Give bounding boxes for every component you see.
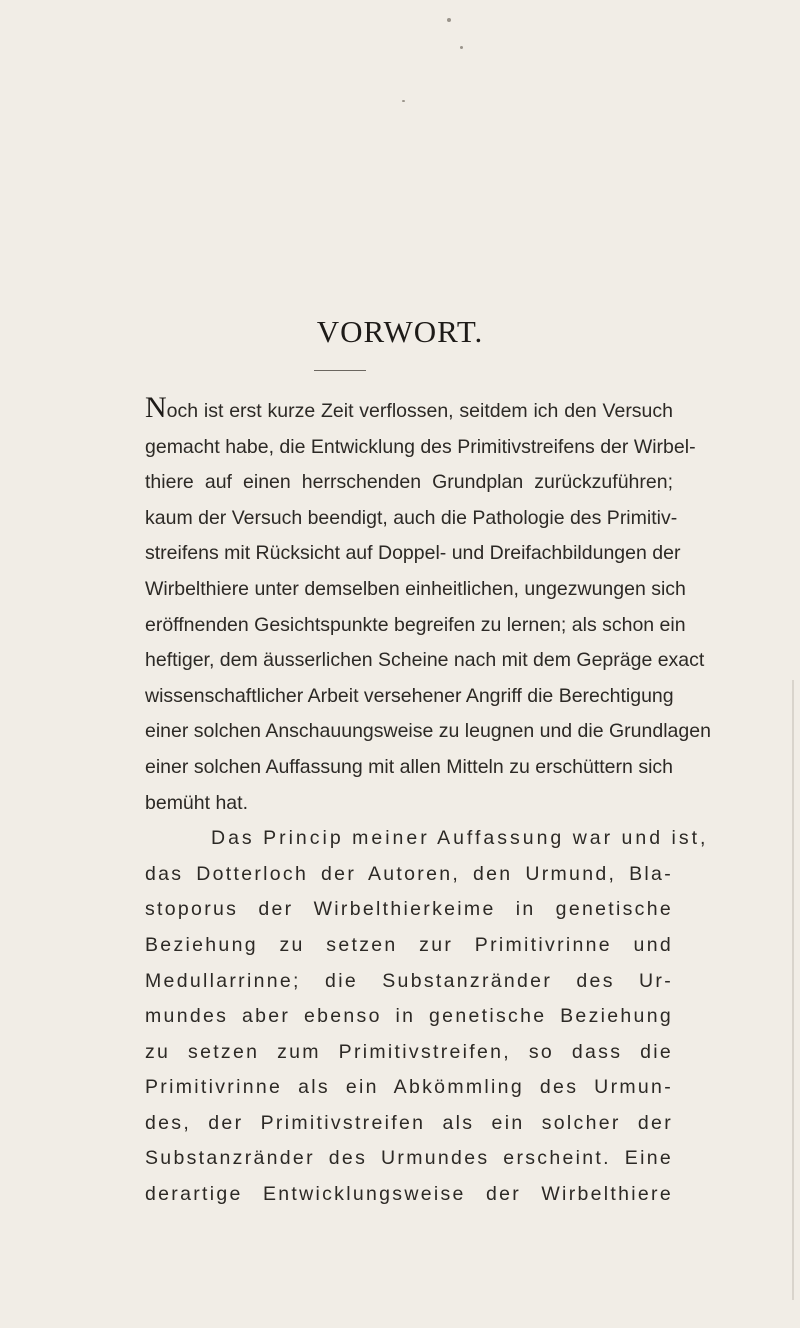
text-line: streifens mit Rücksicht auf Doppel- und Dreifachbildungen der: [145, 542, 681, 565]
page-title: VORWORT.: [316, 314, 484, 349]
text-line: das Dotterloch der Autoren, den Urmund, Bla-: [145, 862, 673, 885]
text-line: gemacht habe, die Entwicklung des Primitivstreifens der Wirbel-: [145, 435, 696, 458]
paper-speck: [447, 18, 451, 22]
paper-speck: [460, 46, 463, 49]
title-divider: [314, 370, 366, 371]
text-line: derartige Entwicklungsweise der Wirbelthiere: [145, 1183, 673, 1206]
drop-cap: N: [145, 391, 167, 424]
text-line: wissenschaftlicher Arbeit versehener Angriff die Berechtigung: [145, 684, 674, 707]
text-line: zu setzen zum Primitivstreifen, so dass die: [145, 1040, 673, 1063]
text-line: Noch ist erst kurze Zeit verflossen, seitdem ich den Versuch: [145, 391, 673, 424]
text-line: einer solchen Anschauungsweise zu leugnen und die Grundlagen: [145, 720, 711, 743]
text-line: einer solchen Auffassung mit allen Mitteln zu erschüttern sich: [145, 755, 673, 778]
text-line: Primitivrinne als ein Abkömmling des Urmun-: [145, 1076, 673, 1099]
preface-text: [145, 391, 711, 1213]
text-line: Substanzränder des Urmundes erscheint. Eine: [145, 1147, 673, 1170]
text-line: eröffnenden Gesichtspunkte begreifen zu lernen; als schon ein: [145, 613, 686, 636]
paper-speck: [402, 100, 405, 102]
text-line: stoporus der Wirbelthierkeime in genetische: [145, 898, 673, 921]
text-line: Wirbelthiere unter demselben einheitlichen, ungezwungen sich: [145, 577, 686, 600]
text-line: kaum der Versuch beendigt, auch die Pathologie des Primitiv-: [145, 506, 678, 529]
page-edge-shadow: [792, 680, 794, 1300]
text-line: des, der Primitivstreifen als ein solcher der: [145, 1111, 673, 1134]
text-line: mundes aber ebenso in genetische Beziehung: [145, 1005, 673, 1028]
text-line: thiere auf einen herrschenden Grundplan zurückzuführen;: [145, 471, 673, 494]
text-line: Das Princip meiner Auffassung war und ist,: [211, 827, 709, 850]
text-line: heftiger, dem äusserlichen Scheine nach mit dem Gepräge exact: [145, 649, 705, 672]
text-line: Beziehung zu setzen zur Primitivrinne und: [145, 933, 673, 956]
text-line: Medullarrinne; die Substanzränder des Ur-: [145, 969, 673, 992]
text-line: bemüht hat.: [145, 791, 248, 814]
